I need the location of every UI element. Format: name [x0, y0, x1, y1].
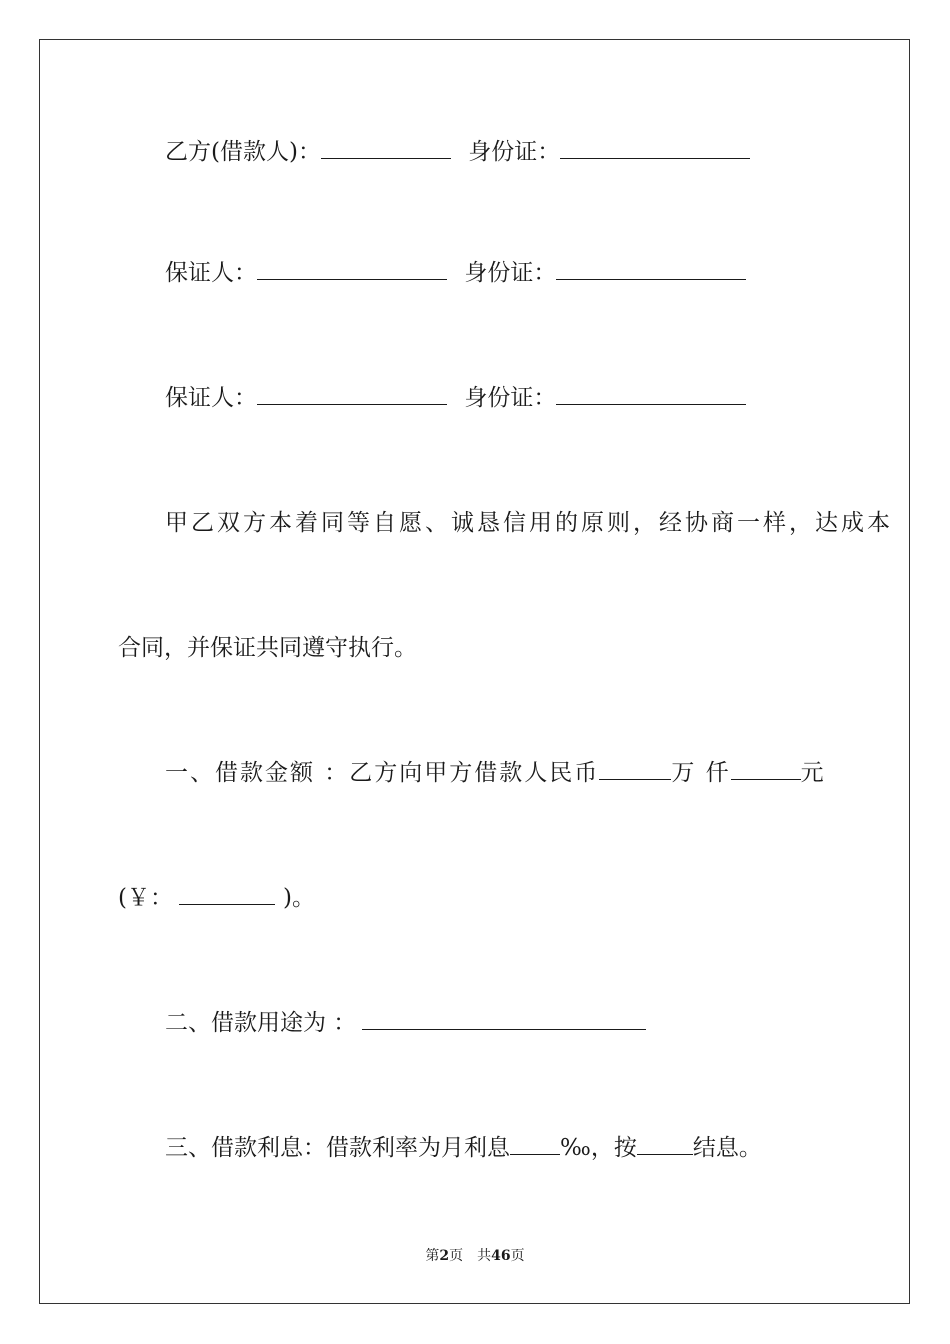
guarantor-2-name-blank: [257, 384, 447, 405]
yuan-label: 元: [800, 760, 826, 786]
total-page-number: 46: [491, 1248, 511, 1264]
clause-1-amount-line: [118, 883, 315, 913]
clause-2-line: [165, 1008, 646, 1038]
party-b-id-blank: [560, 138, 750, 159]
guarantor-1-name-blank: [257, 259, 447, 280]
footer-prefix: 第: [425, 1248, 440, 1264]
party-b-name-blank: [321, 138, 451, 159]
guarantor-1-line: [165, 258, 746, 288]
clause-3-text: 三、借款利息：借款利率为月利息: [165, 1135, 510, 1161]
settlement-blank: [637, 1134, 693, 1155]
guarantor-2-line: [165, 383, 746, 413]
permille-label: ‰，按: [560, 1135, 637, 1161]
yen-close: )。: [282, 885, 315, 911]
purpose-blank: [362, 1009, 646, 1030]
current-page-number: 2: [439, 1248, 450, 1264]
interest-rate-blank: [510, 1134, 560, 1155]
party-b-label: 乙方(借款人)：: [165, 139, 321, 165]
guarantor-2-id-label: 身份证：: [464, 385, 557, 411]
guarantor-1-id-label: 身份证：: [464, 260, 557, 286]
yen-label: (￥：: [118, 885, 173, 911]
party-b-id-label: 身份证：: [468, 139, 561, 165]
footer-mid: 页 共: [449, 1248, 492, 1264]
preamble-line-1: 甲乙双方本着同等自愿、诚恳信用的原则，经协商一样，达成本: [165, 510, 893, 536]
guarantor-2-id-blank: [556, 384, 746, 405]
wan-qian-label: 万 仟: [671, 760, 731, 786]
guarantor-1-label: 保证人：: [165, 260, 257, 286]
yen-amount-blank: [179, 884, 275, 905]
clause-1-text: 一、借款金额 ：乙方向甲方借款人民币: [165, 760, 600, 786]
yuan-blank: [731, 759, 801, 780]
wan-blank: [599, 759, 671, 780]
guarantor-1-id-blank: [556, 259, 746, 280]
clause-2-text: 二、借款用途为 ：: [165, 1010, 357, 1036]
settlement-label: 结息。: [692, 1135, 762, 1161]
page-border: [39, 39, 910, 1304]
page-footer: [0, 1247, 950, 1265]
preamble-line-2: 合同，并保证共同遵守执行。: [118, 635, 417, 661]
guarantor-2-label: 保证人：: [165, 385, 257, 411]
party-b-line: [165, 137, 750, 167]
clause-1-line: [165, 758, 826, 788]
footer-suffix: 页: [510, 1248, 525, 1264]
clause-3-line: [165, 1133, 762, 1163]
